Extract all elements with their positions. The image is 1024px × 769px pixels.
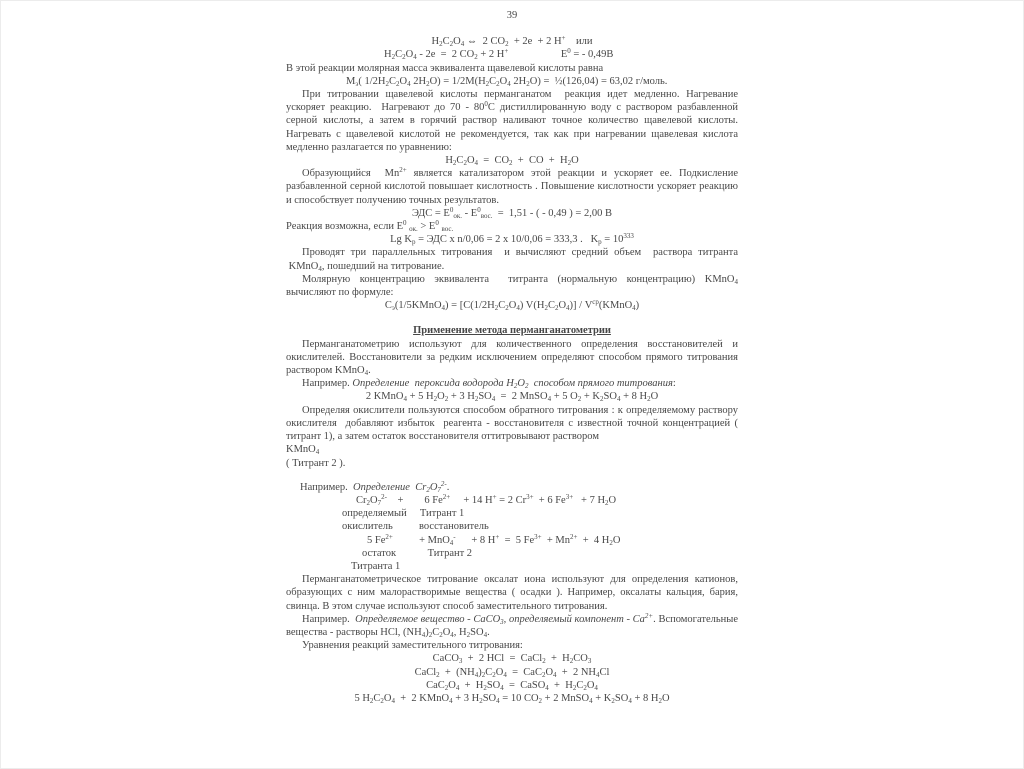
text-line: $Cr_2O_7^{2-}$ + 6 $Fe^{2+}$ + 14 H+ = 2 $Cr^{3+} + 6$ $Fe^{3+} + 7$ $H_2O$ bbox=[356, 492, 617, 507]
text-line: При титровании щавелевой кислоты перманганатом реакция идет медленно. Нагревание ускоряет реакцию. Нагревают до $70 - 80^0C$ дистиллированную воду с раствором разбавленной серной кислоты, а затем в горячий раствор наливают точное количество щавелевой кислоты. Нагревать с щавелевой кислотой не рекомендуется, так как при нагревании щавелевая кислота медленно разлагается по уравнению: bbox=[286, 89, 738, 153]
spacer bbox=[286, 312, 738, 324]
text-line: Определяя окислители пользуются способом обратного титрования : к определяемому раствору окислителя добавляют избыток реагента - восстановителя с известной точной концентрацией ( титрант 1), а затем остаток восстановителя оттитровывают раствором bbox=[286, 404, 738, 443]
text-line: $M_э$( $1/2H_2C_2O_4$ $2H_2O) = 1/2M(H_2C_2O_4$ $2H_2O$) = ½(126,04) = 63,02 г/моль. bbox=[346, 75, 668, 88]
text-line: Реакция возможна, если $E^0$ $_{ок.} > E^0$ $_{вос.}$ bbox=[286, 219, 454, 234]
text-line: 5 $Fe^{2+}$ + MnO$_4$- + 8 H+ = 5 $Fe^{3+} + Mn^{2+} + 4$ $H_2O$ bbox=[367, 532, 621, 547]
text-line: Например. Определение $Cr_2O_7^{2-}$. bbox=[300, 479, 450, 494]
text-line: $CaC_2O_4 + H_2SO_4$ = CaSO$_4$ + $H_2C_2O_4$ bbox=[426, 679, 598, 692]
section-heading: Применение метода перманганатометрии bbox=[413, 325, 611, 337]
text-line: Молярную концентрацию эквивалента титранта (нормальную концентрацию) KMnO$_4$ вычисляют по формуле: bbox=[286, 273, 738, 299]
text-line: ЭДС = $E^0_{ок.} - E^0_{вос.} = 1,51$ - ( - 0,49 ) = 2,00 В bbox=[412, 205, 612, 220]
text-line: CaCl$_2$ + $(NH_4)_2C_2O_4 = CaC_2O_4 + 2$ $NH_4Cl$ bbox=[414, 666, 610, 679]
page-number: 39 bbox=[506, 10, 518, 21]
text-line: Перманганатометрию используют для количественного определения восстановителей и окислителей. Восстановители за редким исключением определяют способом прямого титрования раствором KMnO$_4$. bbox=[286, 338, 738, 378]
text-line: В этой реакции молярная масса эквивалента щавелевой кислоты равна bbox=[286, 62, 604, 74]
text-line: Lg $K_р$ = ЭДС x n/0,06 = 2 x 10/0,06 = 333,3 . $K_р = 10^{333}$ bbox=[390, 232, 634, 247]
text-line: определяемый Титрант 1 bbox=[342, 508, 465, 520]
text-line: Уравнения реакций заместительного титрования: bbox=[302, 640, 523, 652]
text-line: Например. Определение пероксида водорода $H_2O_2$ способом прямого титрования: bbox=[302, 378, 676, 391]
text-line: $H_2C_2O_4$ ⇔ 2 $CO_2 + 2e + 2$ H+ или bbox=[431, 34, 593, 49]
text-line: $H_2C_2O_4 - 2e = 2$ $CO_2 + 2$ H+ $E^0$ = - 0,49В bbox=[384, 47, 614, 62]
text-line: Например. Определяемое вещество - CaCO$_3$, определяемый компонент - $Ca^{2+}$. Вспомогательные вещества - растворы HCl, $(NH_4)_2C_2O_4$, $H_2SO_4$. bbox=[286, 611, 738, 639]
text-line: 5 $H_2C_2O_4 + 2$ KMnO$_4$ + 3 $H_2SO_4 = 10$ $CO_2 + 2$ MnSO$_4$ + $K_2SO_4 + 8$ $H_2O$ bbox=[354, 692, 670, 705]
text-line: $C_э(1/5KMnO_4) = [C(1/2H_2C_2O_4)$ $V(H_2C_2O_4)$] / $V^{ср}(KMnO_4)$ bbox=[384, 298, 640, 313]
text-line: Образующийся $Mn^{2+}$ является катализатором этой реакции и ускоряет ее. Подкисление разбавленной серной кислотой повышает кислотность . Повышение кислотности ускоряет реакцию и способствует получению точных результатов. bbox=[286, 166, 738, 206]
text-line: Перманганатометрическое титрование оксалат иона используют для определения катионов, образующих с ним малорастворимые вещества ( осадки ). Например, оксалаты кальция, бария, свинца. В этом случае используют способ заместительного титрования. bbox=[286, 574, 738, 612]
text-line: остаток Титрант 2 bbox=[362, 547, 473, 559]
spacer bbox=[286, 470, 738, 481]
text-line: ( Титрант 2 ). bbox=[286, 457, 346, 469]
text-line: Титранта 1 bbox=[351, 560, 401, 572]
text-line: окислитель восстановитель bbox=[342, 521, 489, 533]
text-line: $H_2C_2O_4 = CO_2$ + CO + $H_2O$ bbox=[445, 155, 579, 168]
text-line: Проводят три параллельных титрования и вычисляют средний объем раствора титранта KMnO$_4$, пошедший на титрование. bbox=[286, 247, 738, 273]
text-line: CaCO$_3$ + 2 HCl = CaCl$_2$ + $H_2CO_3$ bbox=[432, 653, 592, 666]
text-line: KMnO$_4$ bbox=[286, 444, 320, 457]
document-content bbox=[286, 1, 738, 705]
document-body bbox=[286, 35, 738, 705]
text-line: 2 KMnO$_4$ + 5 $H_2O_2 + 3$ $H_2SO_4 = 2$ MnSO$_4$ + 5 $O_2 + K_2SO_4 + 8$ $H_2O$ bbox=[365, 391, 659, 404]
